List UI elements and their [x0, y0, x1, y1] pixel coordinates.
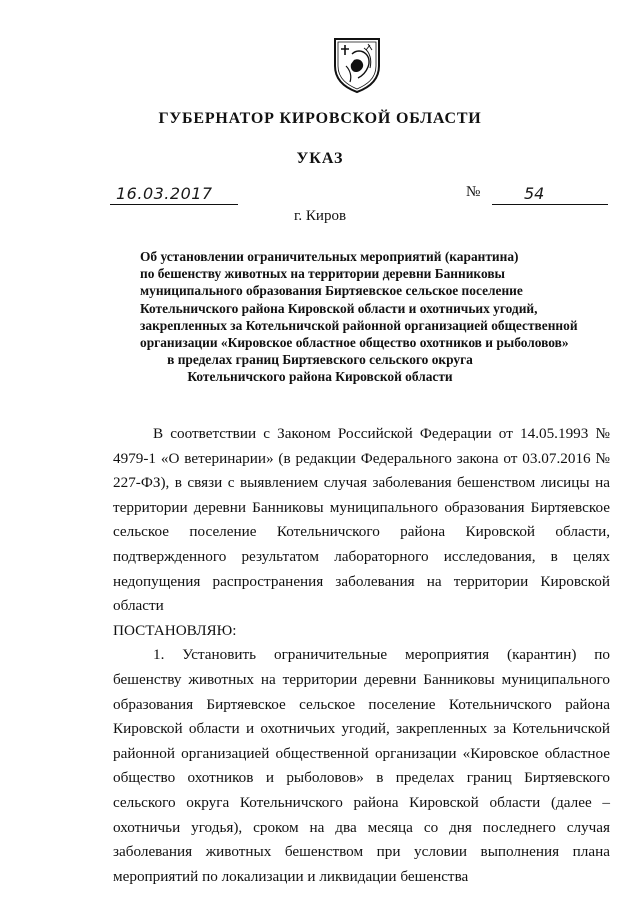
city-name: г. Киров — [293, 208, 347, 224]
title-line: закрепленных за Котельничской районной организацией общественной — [140, 317, 578, 333]
item-1-paragraph: 1. Установить ограничительные мероприятия (карантин) по бешенству животных на территории деревни Банниковы муниципального образования Биртяевское сельское поселение Котельничского района Кировской области и охотничьих угодий, закрепленных за Котельничской районной организацией общественной организации «Кировское областное общество охотников и рыболовов» в пределах границ Биртяевского сельского округа Котельничского района Кировской области (далее – охотничьи угодья), сроком на два месяца со дня последнего случая заболевания животных бешенством при условии выполнения плана мероприятий по локализации и ликвидации бешенства — [113, 646, 610, 885]
decree-word: ПОСТАНОВЛЯЮ: — [113, 621, 237, 639]
title-line: Об установлении ограничительных мероприятий (карантина) — [140, 249, 519, 264]
decree-body — [113, 422, 610, 889]
decree-title — [140, 248, 578, 386]
decree-date: 16.03.2017 — [116, 184, 213, 203]
number-field — [492, 182, 608, 205]
title-line: в пределах границ Биртяевского сельского округа — [167, 352, 473, 368]
title-line: по бешенству животных на территории деревни Банниковы — [140, 266, 506, 282]
number-label: № — [466, 184, 481, 200]
title-line: муниципального образования Биртяевское сельское поселение — [140, 283, 523, 299]
title-line: Котельничского района Кировской области и охотничьих угодий, — [140, 300, 538, 316]
date-field — [110, 182, 238, 205]
decree-number: 54 — [524, 184, 545, 203]
issuer-title: ГУБЕРНАТОР КИРОВСКОЙ ОБЛАСТИ — [158, 110, 482, 127]
title-line: Котельничского района Кировской области — [187, 369, 453, 385]
kirov-coat-of-arms-icon — [332, 36, 382, 94]
title-line: организации «Кировское областное общество охотников и рыболовов» — [140, 335, 569, 351]
document-type: УКАЗ — [296, 150, 344, 167]
preamble-paragraph: В соответствии с Законом Российской Федерации от 14.05.1993 № 4979-1 «О ветеринарии» (в редакции Федерального закона от 03.07.2016 № 227-ФЗ), в связи с выявлением случая заболевания бешенством лисицы на территории деревни Банниковы муниципального образования Биртяевское сельское поселение Котельничского района Кировской области, подтвержденного результатом лабораторного исследования, в целях недопущения распространения заболевания на территории Кировской области — [113, 425, 610, 615]
